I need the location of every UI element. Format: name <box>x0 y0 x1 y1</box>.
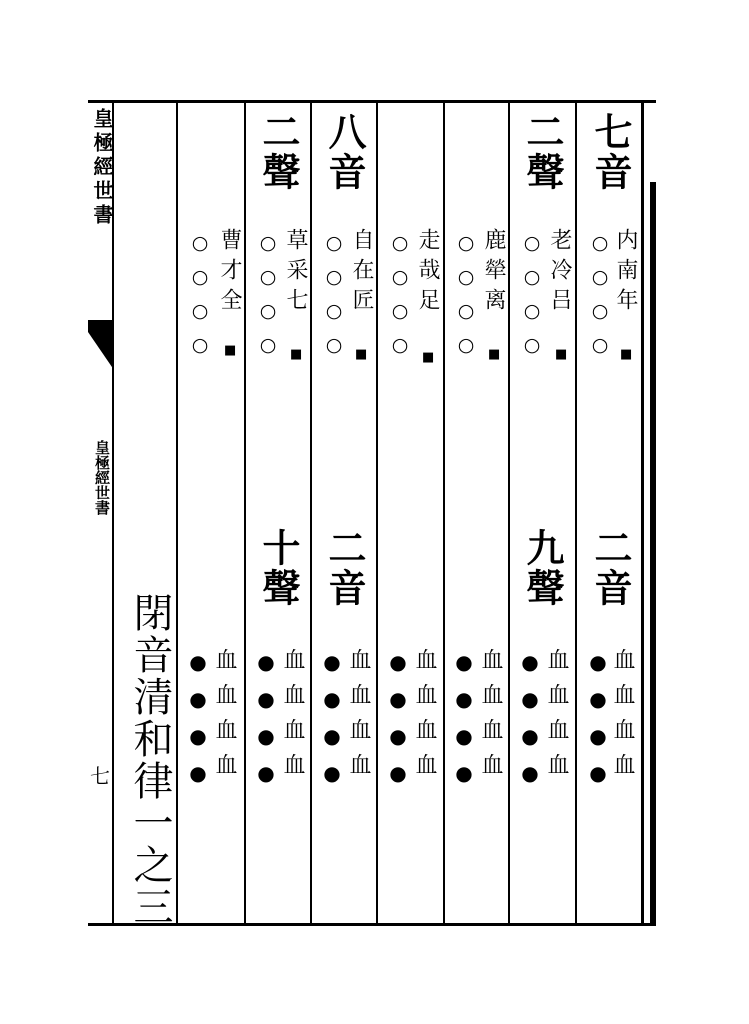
bottom-heading: 二音 <box>322 528 367 608</box>
bottom-dots: ●●●● <box>386 650 410 798</box>
column-rule <box>310 100 312 926</box>
filled-square-icon: ■ <box>355 347 368 362</box>
bottom-chars: 血血血血 <box>610 648 635 788</box>
bottom-chars: 血血血血 <box>544 648 569 788</box>
bottom-dots: ●●●● <box>320 650 344 798</box>
column-rule <box>508 100 510 926</box>
top-chars: 老冷吕 <box>547 228 572 318</box>
top-symbols: ○○○○ <box>389 232 411 368</box>
top-chars: 走哉足 <box>415 228 440 318</box>
column-rule <box>244 100 246 926</box>
page-frame <box>88 100 656 926</box>
top-symbols: ○○○○ <box>189 232 211 368</box>
bottom-chars: 血血血血 <box>478 648 503 788</box>
fishtail-mark-icon <box>88 320 114 370</box>
right-border-thick <box>650 182 656 926</box>
book-title: 皇極經世書 <box>93 440 111 515</box>
bottom-chars: 血血血血 <box>280 648 305 788</box>
top-symbols: ○○○○ <box>323 232 345 368</box>
bottom-dots: ●●●● <box>254 650 278 798</box>
bottom-dots: ●●●● <box>452 650 476 798</box>
column-rule <box>376 100 378 926</box>
bottom-heading: 二音 <box>588 528 633 608</box>
filled-square-icon: ■ <box>488 347 501 362</box>
filled-square-icon: ■ <box>422 350 435 365</box>
top-symbols: ○○○○ <box>455 232 477 368</box>
top-chars: 自在匠 <box>349 228 374 318</box>
top-heading: 七音 <box>588 112 633 192</box>
right-border <box>641 100 644 926</box>
edge-title: 皇極經世書 <box>90 108 114 228</box>
filled-square-icon: ■ <box>620 347 633 362</box>
bottom-chars: 血血血血 <box>346 648 371 788</box>
top-heading: 二聲 <box>520 112 565 192</box>
top-symbols: ○○○○ <box>521 232 543 368</box>
bottom-chars: 血血血血 <box>212 648 237 788</box>
column-rule <box>575 100 577 926</box>
column-rule <box>176 100 178 926</box>
top-symbols: ○○○○ <box>257 232 279 368</box>
column-rule <box>443 100 445 926</box>
bottom-dots: ●●●● <box>186 650 210 798</box>
top-heading: 二聲 <box>256 112 301 192</box>
bottom-heading: 九聲 <box>520 528 565 608</box>
main-title: 閉音清和律一之三 <box>127 592 173 928</box>
bottom-chars: 血血血血 <box>412 648 437 788</box>
filled-square-icon: ■ <box>290 347 303 362</box>
top-chars: 曹才全 <box>217 228 242 318</box>
top-chars: 草采七 <box>283 228 308 318</box>
bottom-dots: ●●●● <box>586 650 610 798</box>
bottom-heading: 十聲 <box>256 528 301 608</box>
filled-square-icon: ■ <box>555 347 568 362</box>
filled-square-icon: ■ <box>224 343 237 358</box>
top-symbols: ○○○○ <box>589 232 611 368</box>
folio-number: 七 <box>90 764 110 788</box>
top-chars: 内南年 <box>613 228 638 318</box>
top-chars: 鹿犖离 <box>481 228 506 318</box>
top-heading: 八音 <box>322 112 367 192</box>
bottom-dots: ●●●● <box>518 650 542 798</box>
